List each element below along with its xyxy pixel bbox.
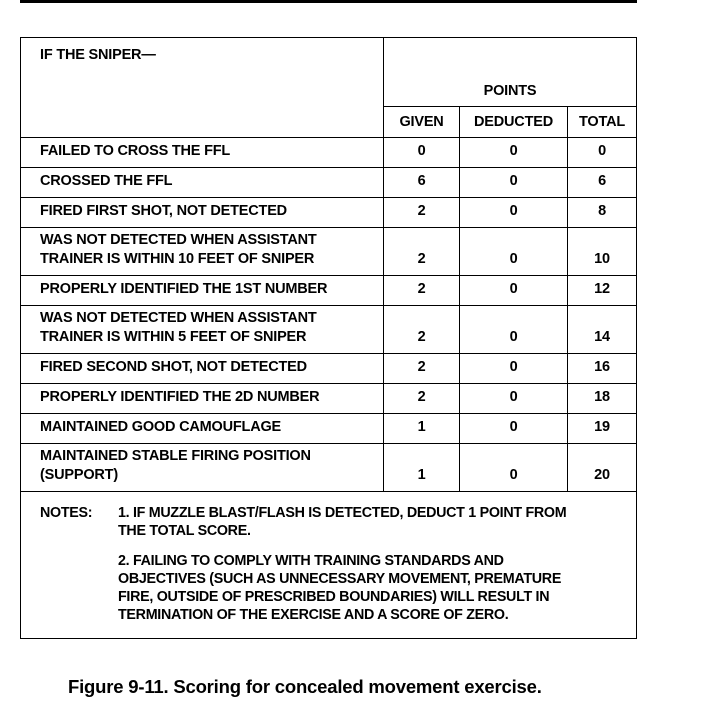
total-cell: 6 — [568, 167, 637, 197]
note-2-line: TERMINATION OF THE EXERCISE AND A SCORE OF ZERO. — [118, 606, 509, 623]
condition-line: TRAINER IS WITHIN 10 FEET OF SNIPER — [40, 250, 315, 267]
top-rule — [20, 0, 637, 3]
condition-cell: FIRED FIRST SHOT, NOT DETECTED — [21, 197, 384, 227]
condition-cell — [21, 305, 384, 353]
table-row — [21, 227, 637, 275]
note-2-line: 2. FAILING TO COMPLY WITH TRAINING STANDARDS AND — [118, 552, 504, 569]
notes-cell — [21, 491, 637, 638]
given-cell: 2 — [384, 353, 460, 383]
deducted-cell: 0 — [460, 305, 568, 353]
table-row — [21, 197, 637, 227]
scoring-table — [20, 37, 637, 639]
total-header: TOTAL — [568, 106, 637, 137]
condition-line: WAS NOT DETECTED WHEN ASSISTANT — [40, 309, 317, 326]
condition-cell — [21, 443, 384, 491]
table-row — [21, 353, 637, 383]
condition-cell — [21, 227, 384, 275]
table-row — [21, 443, 637, 491]
total-cell: 20 — [568, 443, 637, 491]
deducted-cell: 0 — [460, 353, 568, 383]
condition-cell: CROSSED THE FFL — [21, 167, 384, 197]
given-cell: 1 — [384, 413, 460, 443]
deducted-cell: 0 — [460, 137, 568, 167]
deducted-cell: 0 — [460, 197, 568, 227]
figure-caption: Figure 9-11. Scoring for concealed movement exercise. — [68, 676, 542, 697]
header-row-top — [21, 38, 637, 107]
given-cell: 2 — [384, 383, 460, 413]
deducted-header: DEDUCTED — [460, 106, 568, 137]
deducted-cell: 0 — [460, 167, 568, 197]
given-cell: 6 — [384, 167, 460, 197]
header-row-columns — [21, 106, 637, 137]
note-1 — [40, 504, 622, 540]
table-row — [21, 413, 637, 443]
header-blank — [21, 106, 384, 137]
deducted-cell: 0 — [460, 227, 568, 275]
total-cell: 18 — [568, 383, 637, 413]
condition-line: (SUPPORT) — [40, 466, 118, 483]
total-cell: 16 — [568, 353, 637, 383]
note-2 — [40, 552, 622, 624]
total-cell: 10 — [568, 227, 637, 275]
note-1-line: THE TOTAL SCORE. — [118, 522, 251, 539]
condition-cell: PROPERLY IDENTIFIED THE 1ST NUMBER — [21, 275, 384, 305]
note-2-line: OBJECTIVES (SUCH AS UNNECESSARY MOVEMENT, PREMATURE — [118, 570, 562, 587]
given-cell: 2 — [384, 275, 460, 305]
table-row — [21, 137, 637, 167]
given-cell: 2 — [384, 227, 460, 275]
condition-intro: IF THE SNIPER— — [21, 38, 384, 107]
notes-row — [21, 491, 637, 638]
deducted-cell: 0 — [460, 413, 568, 443]
total-cell: 19 — [568, 413, 637, 443]
notes-label: NOTES: — [40, 504, 93, 521]
deducted-cell: 0 — [460, 383, 568, 413]
given-header: GIVEN — [384, 106, 460, 137]
given-cell: 0 — [384, 137, 460, 167]
deducted-cell: 0 — [460, 275, 568, 305]
condition-line: WAS NOT DETECTED WHEN ASSISTANT — [40, 231, 317, 248]
points-header: POINTS — [384, 38, 637, 107]
total-cell: 12 — [568, 275, 637, 305]
table-row — [21, 167, 637, 197]
condition-cell: FIRED SECOND SHOT, NOT DETECTED — [21, 353, 384, 383]
given-cell: 1 — [384, 443, 460, 491]
given-cell: 2 — [384, 197, 460, 227]
given-cell: 2 — [384, 305, 460, 353]
deducted-cell: 0 — [460, 443, 568, 491]
condition-cell: FAILED TO CROSS THE FFL — [21, 137, 384, 167]
condition-cell: MAINTAINED GOOD CAMOUFLAGE — [21, 413, 384, 443]
table-row — [21, 275, 637, 305]
condition-line: TRAINER IS WITHIN 5 FEET OF SNIPER — [40, 328, 307, 345]
total-cell: 14 — [568, 305, 637, 353]
table-row — [21, 305, 637, 353]
table-row — [21, 383, 637, 413]
condition-line: MAINTAINED STABLE FIRING POSITION — [40, 447, 311, 464]
condition-cell: PROPERLY IDENTIFIED THE 2D NUMBER — [21, 383, 384, 413]
note-1-line: 1. IF MUZZLE BLAST/FLASH IS DETECTED, DEDUCT 1 POINT FROM — [118, 504, 567, 521]
total-cell: 0 — [568, 137, 637, 167]
total-cell: 8 — [568, 197, 637, 227]
note-2-line: FIRE, OUTSIDE OF PRESCRIBED BOUNDARIES) WILL RESULT IN — [118, 588, 550, 605]
